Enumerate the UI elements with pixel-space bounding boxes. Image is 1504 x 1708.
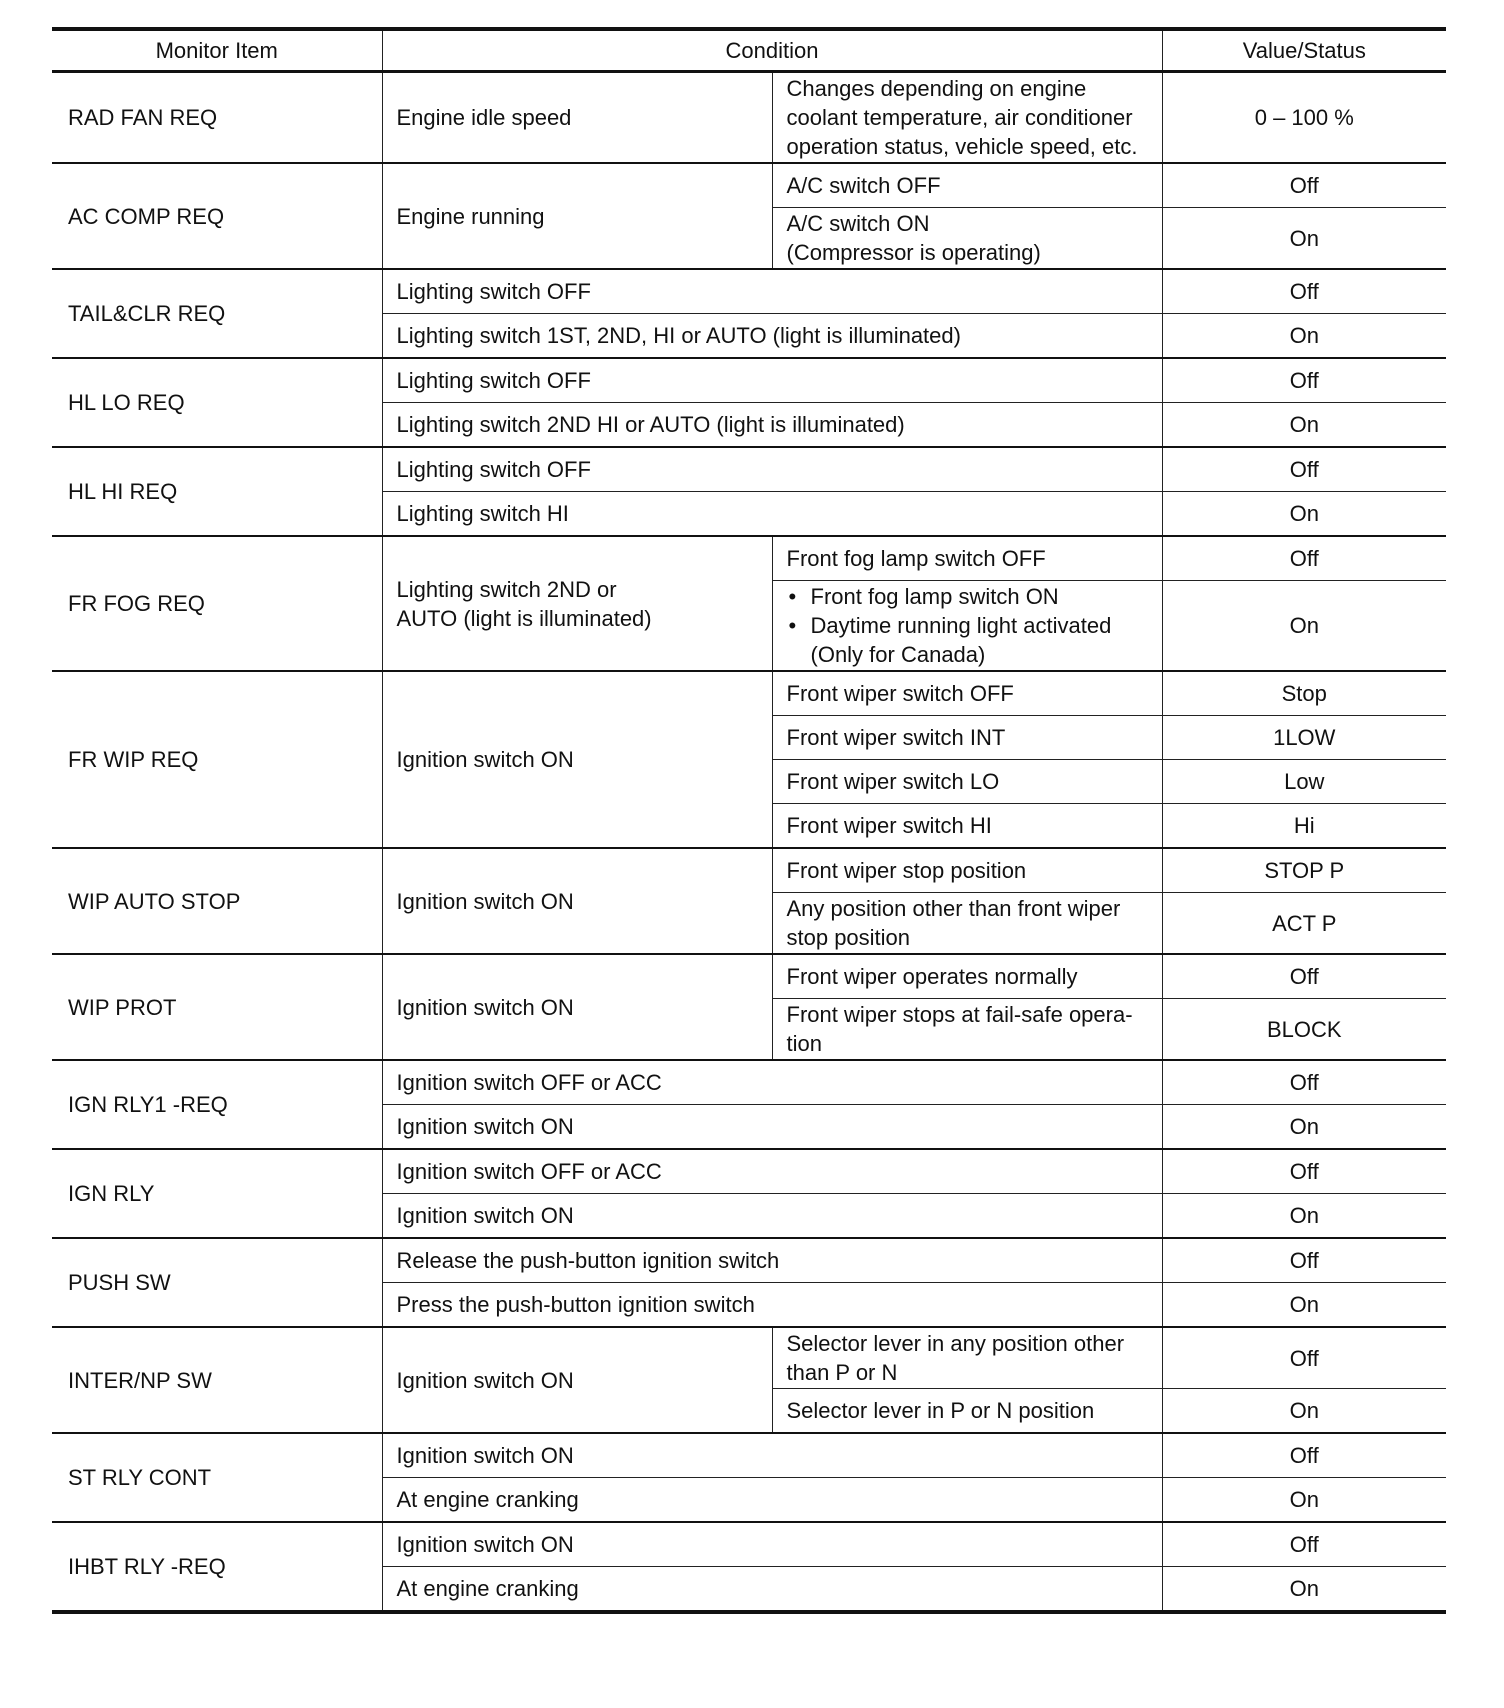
monitor-item-cell: RAD FAN REQ [52,72,382,164]
condition-cell: Engine running [382,163,772,269]
condition-bullet-list [787,582,1148,669]
value-status-cell: 1LOW [1162,716,1446,760]
condition-cell: Ignition switch ON [382,1522,1162,1567]
table-header-row [52,29,1446,72]
table-row [52,1327,1446,1389]
condition-detail-cell [772,581,1162,672]
monitor-item-cell: PUSH SW [52,1238,382,1327]
value-status-cell: On [1162,1283,1446,1328]
condition-cell: Lighting switch OFF [382,269,1162,314]
monitor-item-cell: FR WIP REQ [52,671,382,848]
value-status-cell: On [1162,1105,1446,1150]
condition-cell: Lighting switch 2ND HI or AUTO (light is illuminated) [382,403,1162,448]
condition-cell: At engine cranking [382,1478,1162,1523]
value-status-cell: Stop [1162,671,1446,716]
condition-detail-cell: Front wiper switch OFF [772,671,1162,716]
condition-cell: Lighting switch OFF [382,447,1162,492]
condition-detail-cell: Changes depending on engine coolant temperature, air conditioner operation status, vehicle speed, etc. [772,72,1162,164]
table-row [52,848,1446,893]
value-status-cell: On [1162,1478,1446,1523]
table-row [52,1433,1446,1478]
monitor-item-cell: HL HI REQ [52,447,382,536]
condition-cell: Lighting switch 2ND or AUTO (light is illuminated) [382,536,772,671]
condition-bullet-item: • Front fog lamp switch ON [787,582,1148,611]
condition-detail-cell: Front wiper stop position [772,848,1162,893]
value-status-cell: ACT P [1162,893,1446,955]
header-value-status: Value/Status [1162,29,1446,72]
condition-detail-cell: Front wiper switch INT [772,716,1162,760]
condition-cell: Ignition switch ON [382,1327,772,1433]
value-status-cell: Off [1162,954,1446,999]
value-status-cell: BLOCK [1162,999,1446,1061]
monitor-item-cell: FR FOG REQ [52,536,382,671]
value-status-cell: Off [1162,163,1446,208]
value-status-cell: Off [1162,1060,1446,1105]
value-status-cell: Off [1162,447,1446,492]
value-status-cell: On [1162,1389,1446,1434]
table-row [52,536,1446,581]
table-row [52,1522,1446,1567]
table-row [52,163,1446,208]
condition-cell: Lighting switch HI [382,492,1162,537]
value-status-cell: Off [1162,536,1446,581]
table-row [52,1238,1446,1283]
condition-cell: Lighting switch 1ST, 2ND, HI or AUTO (light is illuminated) [382,314,1162,359]
monitor-item-cell: IHBT RLY -REQ [52,1522,382,1612]
condition-cell: Ignition switch ON [382,1105,1162,1150]
condition-cell: Ignition switch ON [382,1194,1162,1239]
monitor-item-cell: HL LO REQ [52,358,382,447]
value-status-cell: On [1162,492,1446,537]
condition-detail-cell: Any position other than front wiper stop position [772,893,1162,955]
table-row [52,447,1446,492]
monitor-item-cell: TAIL&CLR REQ [52,269,382,358]
condition-cell: Engine idle speed [382,72,772,164]
value-status-cell: Off [1162,1149,1446,1194]
condition-detail-cell: Selector lever in P or N position [772,1389,1162,1434]
table-row [52,671,1446,716]
header-condition: Condition [382,29,1162,72]
condition-cell: Press the push-button ignition switch [382,1283,1162,1328]
value-status-cell: Off [1162,269,1446,314]
condition-detail-cell: Front wiper switch HI [772,804,1162,849]
value-status-cell: On [1162,1194,1446,1239]
condition-detail-cell: Front wiper operates normally [772,954,1162,999]
value-status-cell: Off [1162,1238,1446,1283]
value-status-cell: Low [1162,760,1446,804]
value-status-cell: Off [1162,1522,1446,1567]
monitor-item-table [52,27,1446,1614]
condition-cell: Ignition switch ON [382,954,772,1060]
table-row [52,358,1446,403]
table-row [52,1060,1446,1105]
condition-cell: Release the push-button ignition switch [382,1238,1162,1283]
header-monitor-item: Monitor Item [52,29,382,72]
condition-bullet-item: • Daytime running light activated (Only for Canada) [787,611,1148,669]
condition-cell: Ignition switch ON [382,1433,1162,1478]
monitor-item-cell: INTER/NP SW [52,1327,382,1433]
condition-detail-cell: A/C switch OFF [772,163,1162,208]
monitor-item-cell: AC COMP REQ [52,163,382,269]
value-status-cell: Hi [1162,804,1446,849]
value-status-cell: On [1162,314,1446,359]
value-status-cell: 0 – 100 % [1162,72,1446,164]
condition-cell: At engine cranking [382,1567,1162,1613]
condition-detail-cell: Front wiper stops at fail-safe opera- tion [772,999,1162,1061]
condition-cell: Ignition switch OFF or ACC [382,1060,1162,1105]
table-row [52,954,1446,999]
value-status-cell: STOP P [1162,848,1446,893]
condition-cell: Lighting switch OFF [382,358,1162,403]
value-status-cell: On [1162,208,1446,270]
value-status-cell: On [1162,403,1446,448]
monitor-item-cell: ST RLY CONT [52,1433,382,1522]
monitor-item-cell: IGN RLY1 -REQ [52,1060,382,1149]
table-row [52,72,1446,164]
value-status-cell: Off [1162,1433,1446,1478]
monitor-item-table-container [52,27,1446,1614]
table-row [52,1149,1446,1194]
condition-detail-cell: Selector lever in any position other than P or N [772,1327,1162,1389]
value-status-cell: On [1162,1567,1446,1613]
value-status-cell: Off [1162,358,1446,403]
condition-cell: Ignition switch ON [382,671,772,848]
condition-detail-cell: A/C switch ON (Compressor is operating) [772,208,1162,270]
condition-detail-cell: Front wiper switch LO [772,760,1162,804]
condition-cell: Ignition switch ON [382,848,772,954]
value-status-cell: On [1162,581,1446,672]
monitor-item-cell: IGN RLY [52,1149,382,1238]
monitor-item-cell: WIP AUTO STOP [52,848,382,954]
condition-detail-cell: Front fog lamp switch OFF [772,536,1162,581]
value-status-cell: Off [1162,1327,1446,1389]
monitor-item-cell: WIP PROT [52,954,382,1060]
table-row [52,269,1446,314]
table-body [52,72,1446,1613]
condition-cell: Ignition switch OFF or ACC [382,1149,1162,1194]
